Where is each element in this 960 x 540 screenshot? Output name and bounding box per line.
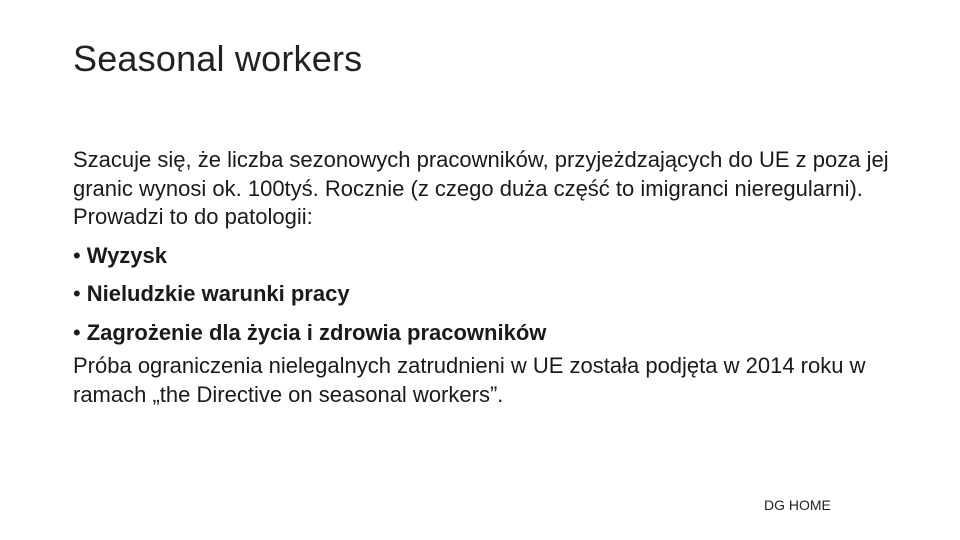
outro-paragraph: Próba ograniczenia nielegalnych zatrudnieni w UE została podjęta w 2014 roku w ramach „the Directive on seasonal workers”.	[73, 353, 866, 407]
bullet-text: Wyzysk	[86, 242, 168, 268]
bullet-text: Nieludzkie warunki pracy	[86, 281, 350, 306]
bullet-marker: •	[73, 281, 81, 306]
bullet-text: Zagrożenie dla życia i zdrowia pracowników	[86, 319, 547, 345]
footer-label: DG HOME	[764, 497, 831, 513]
slide-body	[73, 146, 903, 409]
bullet-marker: •	[73, 242, 81, 268]
bullet-item-exploitation	[73, 237, 903, 276]
slide-title: Seasonal workers	[73, 38, 363, 79]
bullet-list	[73, 237, 903, 353]
bullet-marker: •	[73, 319, 81, 345]
bullet-item-working-conditions	[73, 275, 903, 314]
bullet-item-health-threat	[73, 314, 903, 353]
intro-paragraph: Szacuje się, że liczba sezonowych pracowników, przyjeżdzających do UE z poza jej granic wynosi ok. 100tyś. Rocznie (z czego duża część to imigranci nieregularni). Prowadzi to do patologii:	[73, 147, 889, 229]
